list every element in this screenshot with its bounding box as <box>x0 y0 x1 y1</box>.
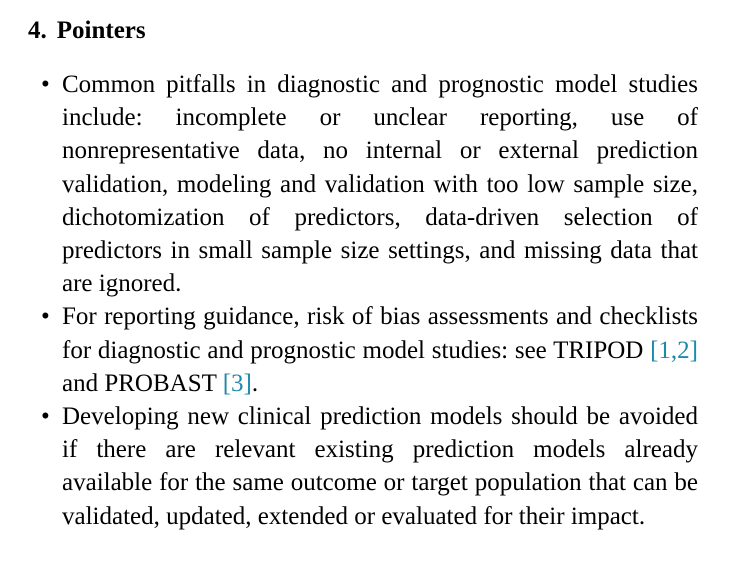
bullet-text-middle: and PROBAST <box>62 369 223 397</box>
bullet-text-before: For reporting guidance, risk of bias assessments and checklists for diagnostic and prognostic model studies: see TRIPOD <box>62 303 698 364</box>
section-number: 4. <box>28 17 47 44</box>
reference-link-3[interactable]: [3] <box>222 369 252 397</box>
citation-bracket: ] <box>689 336 698 364</box>
section-title: Pointers <box>56 17 146 44</box>
reference-link-1[interactable]: 1 <box>658 336 671 364</box>
bullet-icon: • <box>41 71 50 98</box>
list-item <box>28 68 698 300</box>
bullet-text-after: . <box>251 369 259 397</box>
bullet-icon: • <box>41 403 50 431</box>
citation-separator: , <box>670 336 678 364</box>
pointers-section <box>28 14 698 530</box>
list-item <box>28 300 698 400</box>
bullet-list <box>28 68 698 533</box>
citation-tripod <box>650 337 698 364</box>
reference-link-2[interactable]: 2 <box>677 336 690 364</box>
bullet-text: Common pitfalls in diagnostic and prognostic model studies include: incomplete or unclear reporting, use of nonrepresentative data, no internal or external prediction validation, modeling and validation with too low sample size, dichotomization of predictors, data-driven selection of predictors in small sample size settings, and missing data that are ignored. <box>62 71 698 298</box>
list-item <box>28 400 698 533</box>
citation-bracket: [ <box>650 336 659 364</box>
bullet-icon: • <box>41 303 50 331</box>
section-heading <box>28 14 698 48</box>
bullet-text <box>62 303 698 396</box>
bullet-text: Developing new clinical prediction models should be avoided if there are relevant existing prediction models already available for the same outcome or target population that can be validated, updated, extended or evaluated for their impact. <box>62 403 698 530</box>
